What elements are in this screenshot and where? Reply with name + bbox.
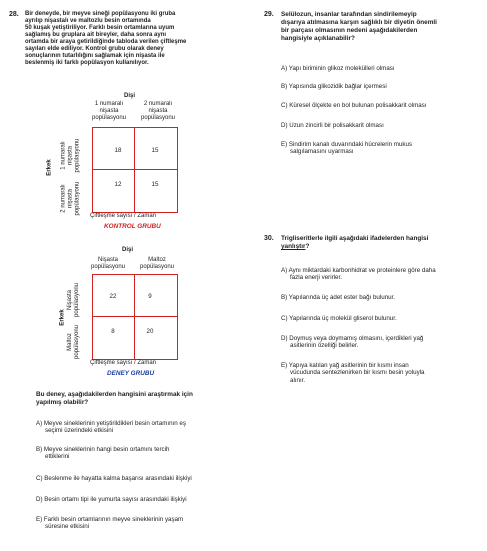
intro-line: sayıları elde ediliyor. Kontrol grubu olarak deney	[25, 46, 164, 52]
experiment-cell: 20	[146, 328, 154, 335]
question-28-number: 28.	[9, 11, 19, 18]
control-cell: 18	[114, 147, 122, 154]
q30-option-e[interactable]: E) Yapıya katılan yağ asitlerinin bir kısmı insan vücudunda sentezlenirken bir kısmı besin yoluyla alınır.	[281, 362, 425, 384]
q28-option-b[interactable]: B) Meyve sineklerinin hangi besin ortamını tercih ettiklerini	[36, 446, 170, 461]
q30-option-b[interactable]: B) Yapılarında üç adet ester bağı bulunur.	[281, 294, 395, 301]
experiment-row1-header: Nişasta popülasyonu	[67, 282, 80, 318]
experiment-group-title: DENEY GRUBU	[107, 370, 155, 377]
negation-word: yanlıştır	[281, 243, 306, 250]
experiment-cell: 22	[109, 293, 117, 300]
q29-option-a[interactable]: A) Yapı biriminin glikoz molekülleri olması	[281, 65, 395, 72]
experiment-col2-header: Maltoz popülasyonu	[139, 257, 175, 270]
question-28-stem: Bu deney, aşağıdakilerden hangisini araştırmak için yapılmış olabilir?	[36, 391, 193, 406]
intro-line: ayrılıp nişastalı ve maltozlu besin ortamında	[25, 18, 151, 24]
experiment-col1-header: Nişasta popülasyonu	[90, 257, 126, 270]
question-29-stem: Selülozun, insanlar tarafından sindirilemeyip dışarıya atılmasına karşın sağlıklı bir diyetin önemli bir parçası olmasının nedeni aşağıdakilerden hangisiyle açıklanabilir?	[281, 11, 437, 42]
q29-option-b[interactable]: B) Yapısında glikozidik bağlar içermesi	[281, 83, 387, 90]
experiment-cell: 8	[111, 328, 115, 335]
experiment-male-label: Erkek	[59, 309, 66, 326]
q28-option-a[interactable]: A) Meyve sineklerinin yetiştirildikleri besin ortamının eş seçimi üzerindeki etkisini	[36, 420, 186, 435]
q29-option-c[interactable]: C) Küresel ölçekte en bol bulunan polisakkarit olması	[281, 102, 427, 109]
control-cell: 12	[114, 181, 122, 188]
intro-line: 50 kuşak yetiştiriliyor. Farklı besin ortamlarına uyum	[25, 25, 175, 31]
intro-line: ortamda bir araya getirildiğinde tabloda verilen çiftleşme	[25, 39, 187, 45]
control-group-title: KONTROL GRUBU	[104, 223, 161, 230]
control-col1-header: 1 numaralı nişasta popülasyonu	[91, 101, 127, 121]
q30-option-a[interactable]: A) Aynı miktardaki karbonhidrat ve proteinlere göre daha fazla enerji verirler.	[281, 267, 436, 282]
q30-option-c[interactable]: C) Yapılarında üç molekül gliserol bulunur.	[281, 315, 397, 322]
experiment-cell: 9	[148, 293, 152, 300]
control-cell: 15	[151, 181, 159, 188]
q29-option-d[interactable]: D) Uzun zincirli bir polisakkarit olması	[281, 122, 384, 129]
control-cell: 15	[151, 147, 159, 154]
experiment-female-label: Dişi	[122, 247, 134, 253]
intro-line: Bir deneyde, bir meyve sineği popülasyonu iki gruba	[25, 11, 176, 17]
intro-line: sonuçlarının tutarlılığını sağlamak için nişasta ile	[25, 53, 165, 59]
control-caption: Çiftleşme sayısı / Zaman	[90, 213, 157, 219]
question-29-number: 29.	[264, 11, 274, 18]
intro-line: sağlamış bu gruplara ait bireyler, daha sonra aynı	[25, 32, 167, 38]
control-male-label: Erkek	[46, 159, 53, 176]
experiment-grid	[92, 274, 178, 360]
q29-option-e[interactable]: E) Sindirim kanalı duvarındaki hücrelerin mukus salgılamasını uyarması	[281, 141, 413, 156]
q30-option-d[interactable]: D) Doymuş veya doymamış olmasını, içerdikleri yağ asitlerinin özelliği belirler.	[281, 335, 424, 350]
question-30-number: 30.	[264, 235, 274, 242]
intro-line: beslenmiş iki farklı popülasyon kullanılıyor.	[25, 60, 149, 66]
control-row1-header: 1 numaralı nişasta popülasyonu	[60, 138, 81, 173]
q28-option-c[interactable]: C) Beslenme ile hayatta kalma başarısı arasındaki ilişkiyi	[36, 475, 192, 482]
experiment-row2-header: Maltoz popülasyonu	[67, 324, 80, 360]
control-female-label: Dişi	[124, 93, 136, 99]
experiment-group-diagram	[0, 0, 250, 400]
question-30-stem: Trigliseritlerle ilgili aşağıdaki ifadelerden hangisi yanlıştır?	[281, 235, 429, 250]
experiment-caption: Çiftleşme sayısı / Zaman	[90, 360, 157, 366]
control-row2-header: 2 numaralı nişasta popülasyonu	[60, 181, 81, 216]
q28-option-d[interactable]: D) Besin ortamı tipi ile yumurta sayısı arasındaki ilişkiyi	[36, 496, 187, 503]
control-col2-header: 2 numaralı nişasta popülasyonu	[140, 101, 176, 121]
q28-option-e[interactable]: E) Farklı besin ortamlarının meyve sineklerinin yaşam süresine etkisini	[36, 516, 184, 531]
